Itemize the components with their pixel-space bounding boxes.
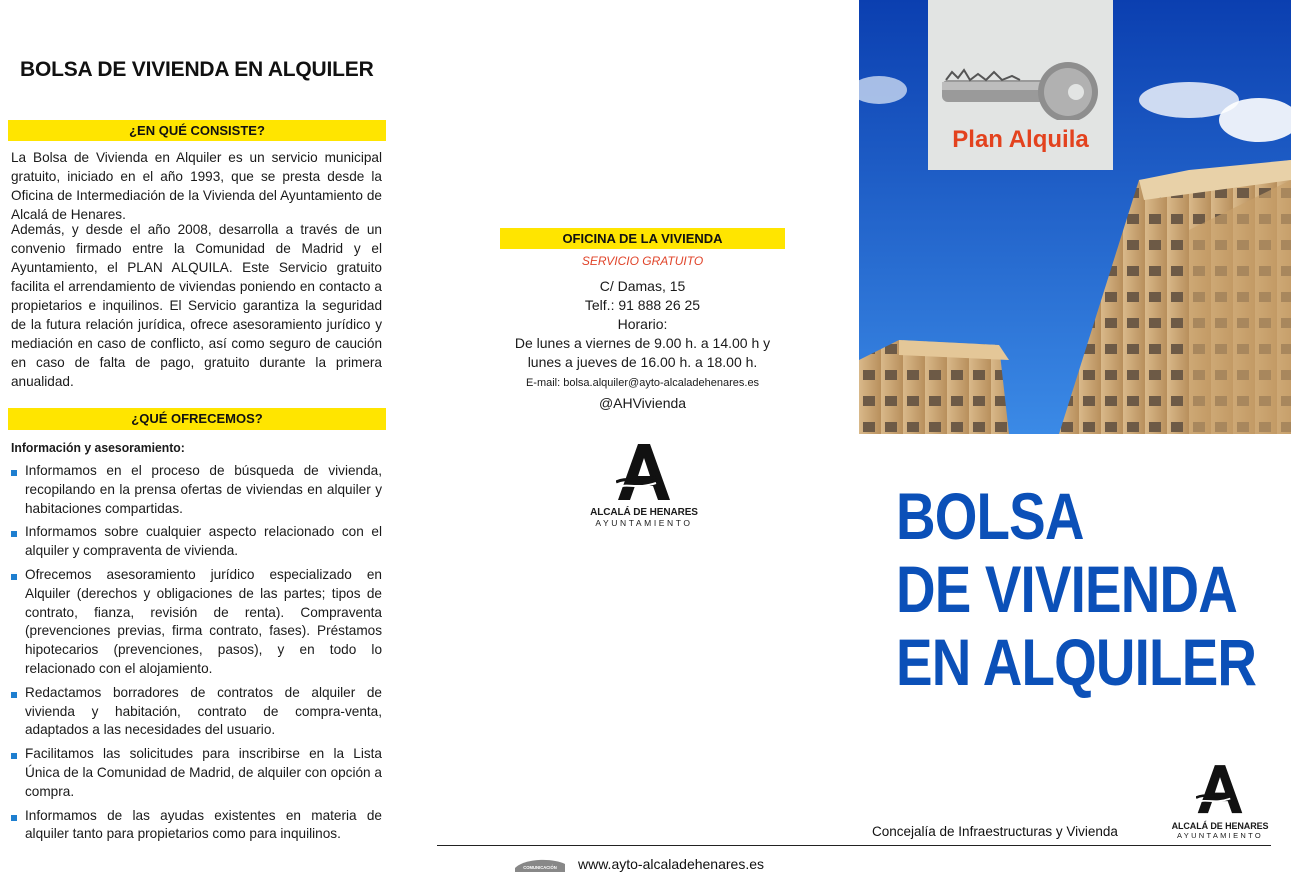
bullet-square-icon	[11, 470, 17, 476]
bullet-square-icon	[11, 815, 17, 821]
svg-text:COMUNICACIÓN: COMUNICACIÓN	[523, 865, 557, 870]
office-address: C/ Damas, 15	[599, 278, 686, 294]
comunicacion-logo	[513, 856, 567, 874]
concejalia-label: Concejalía de Infraestructuras y Vivienda	[872, 824, 1118, 839]
free-service-label: SERVICIO GRATUITO	[581, 254, 704, 268]
footer-divider	[437, 845, 1271, 846]
ayuntamiento-logo-footer	[1166, 764, 1274, 840]
list-item: Informamos de las ayudas existentes en materia de alquiler tanto para propietarios como para inquilinos.	[11, 807, 382, 845]
logo-name: ALCALÁ DE HENARES	[1171, 821, 1269, 831]
consiste-paragraph-2: Además, y desde el año 2008, desarrolla a través de un convenio firmado entre la Comunidad de Madrid y el Ayuntamiento, el PLAN ALQUILA. Este Servicio gratuito facilita el arrendamiento de viviendas poniendo en contacto a propietarios e inquilinos. El Servicio garantiza la seguridad de la futura relación jurídica, ofrece asesoramiento jurídico y mediación en caso de conflicto, así como seguro de caución en caso de falta de pago, gratuito durante la primera anualidad.	[11, 222, 382, 389]
list-item: Informamos en el proceso de búsqueda de vivienda, recopilando en la prensa ofertas de viviendas en alquiler y habitaciones compartidas.	[11, 462, 382, 518]
office-heading: OFICINA DE LA VIVIENDA	[500, 228, 785, 249]
key-icon	[928, 0, 1113, 120]
hours-line-1: De lunes a viernes de 9.00 h. a 14.00 h y	[514, 335, 771, 351]
bullet-square-icon	[11, 531, 17, 537]
consiste-paragraph-1: La Bolsa de Vivienda en Alquiler es un servicio municipal gratuito, iniciado en el año 1993, que se presta desde la Oficina de Intermediación de la Vivienda del Ayuntamiento de Alcalá de Henares.	[11, 150, 382, 222]
website-link[interactable]: www.ayto-alcaladehenares.es	[578, 856, 764, 872]
alcala-a-icon	[616, 444, 672, 502]
section-heading-ofrecemos: ¿QUÉ OFRECEMOS?	[8, 408, 386, 430]
list-item: Facilitamos las solicitudes para inscribirse en la Lista Única de la Comunidad de Madrid, de alquiler con opción a compra.	[11, 745, 382, 801]
bullet-square-icon	[11, 574, 17, 580]
bullet-square-icon	[11, 692, 17, 698]
plan-alquila-label: Plan Alquila	[952, 126, 1089, 153]
cover-title-line-1: BOLSA	[896, 479, 1084, 553]
logo-name: ALCALÁ DE HENARES	[590, 507, 698, 518]
list-item: Ofrecemos asesoramiento jurídico especializado en Alquiler (derechos y obligaciones de las partes; tipos de contrato, fianza, revisión de renta). Compraventa (prevenciones previas, firma contrato, fases). Préstamos hipotecarios (prevenciones, pasos), y en todo lo relacionado con el alojamiento.	[11, 566, 382, 679]
cover-title-line-3: EN ALQUILER	[896, 625, 1257, 699]
ayuntamiento-logo	[587, 444, 701, 528]
section-heading-consiste: ¿EN QUÉ CONSISTE?	[8, 120, 386, 141]
offer-list	[11, 462, 382, 849]
list-item: Informamos sobre cualquier aspecto relacionado con el alquiler y compraventa de vivienda.	[11, 523, 382, 561]
hours-label: Horario:	[617, 316, 668, 332]
list-item: Redactamos borradores de contratos de alquiler de vivienda y habitación, contrato de compra-venta, adaptados a las necesidades del usuario.	[11, 684, 382, 740]
twitter-handle: @AHVivienda	[598, 395, 687, 411]
cover-title	[896, 480, 1256, 699]
alcala-a-icon	[1196, 764, 1244, 816]
logo-subtitle: AYUNTAMIENTO	[1177, 831, 1263, 840]
office-email: E-mail: bolsa.alquiler@ayto-alcaladehenares.es	[525, 377, 760, 389]
cover-title-line-2: DE VIVIENDA	[896, 552, 1237, 626]
office-phone: Telf.: 91 888 26 25	[584, 297, 701, 313]
bullet-square-icon	[11, 753, 17, 759]
info-subheading: Información y asesoramiento:	[11, 440, 185, 455]
office-contact	[500, 277, 785, 372]
logo-subtitle: AYUNTAMIENTO	[595, 518, 693, 528]
hours-line-2: lunes a jueves de 16.00 h. a 18.00 h.	[527, 354, 758, 370]
main-title: BOLSA DE VIVIENDA EN ALQUILER	[20, 58, 374, 81]
